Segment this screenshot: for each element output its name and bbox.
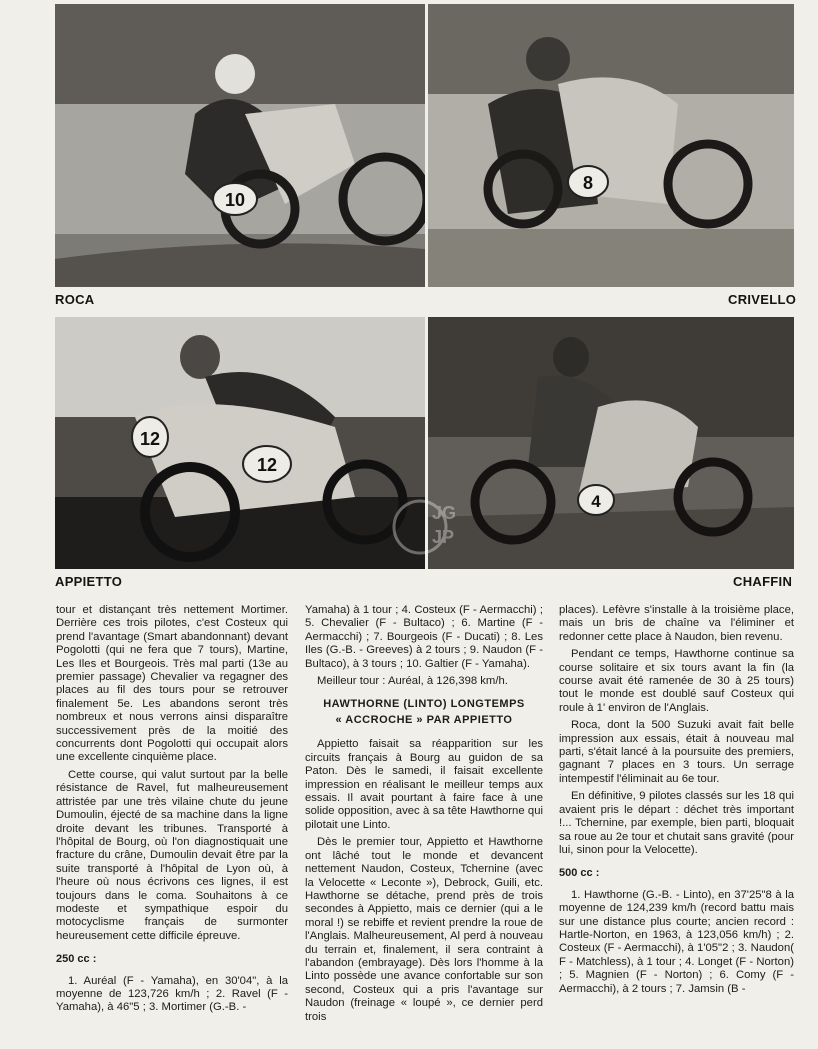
col3-paragraph-1: places). Lefèvre s'installe à la troisième place, mais un bris de chaîne va l'éliminer et redonner cette place à Naudon, bien revenu. bbox=[559, 604, 794, 643]
heading-500cc: 500 cc : bbox=[559, 867, 600, 880]
photo-chaffin-image bbox=[428, 317, 794, 569]
watermark-logo bbox=[390, 495, 470, 555]
photo-appietto bbox=[55, 317, 425, 569]
photo-appietto-image bbox=[55, 317, 425, 569]
caption-appietto: APPIETTO bbox=[55, 574, 123, 589]
col2-paragraph-1: Yamaha) à 1 tour ; 4. Costeux (F - Aermacchi) ; 5. Chevalier (F - Bultaco) ; 6. Martine (F - Aermacchi) ; 7. Bourgeois (F - Ducati) ; 8. Les Iles (G.-B. - Greeves) à 2 tours ; 9. Naudon (F - Bultaco), à 3 tours ; 10. Galtier (F - Yamaha). bbox=[305, 604, 543, 670]
headline-line-1: HAWTHORNE (LINTO) LONGTEMPS bbox=[323, 698, 525, 711]
watermark-text-2: JP bbox=[432, 527, 455, 547]
photo-roca bbox=[55, 4, 425, 287]
article-column-1 bbox=[56, 604, 288, 1019]
photo-crivello bbox=[428, 4, 794, 287]
section-headline bbox=[305, 696, 543, 728]
photo-chaffin bbox=[428, 317, 794, 569]
col2-paragraph-4: Dès le premier tour, Appietto et Hawthorne ont lâché tout le monde et devancent nettement Naudon, Costeux, Tchernine (avec la Velocette « Leconte »), Debrock, Guili, etc. Hawthorne se détache, prend près de trois secondes à Appietto, mais ce dernier (qui a le moral !) se rebiffe et revient prendre la roue de l'Anglais. Malheureusement, Al perd à nouveau du terrain et, finalement, il sera contraint à l'abandon (embrayage). Dès lors l'homme à la Linto possède une avance confortable sur son second, Costeux qui a pris l'avantage sur Naudon (freinage « loupé », ce dernier perd trois bbox=[305, 836, 543, 1023]
roca-bike-number: 10 bbox=[224, 190, 246, 210]
caption-chaffin: CHAFFIN bbox=[733, 574, 793, 589]
crivello-bike-number: 8 bbox=[582, 173, 594, 193]
chaffin-bike-number: 4 bbox=[591, 492, 601, 511]
col3-paragraph-2: Pendant ce temps, Hawthorne continue sa course solitaire et six tours avant la fin (la course avait été ramenée de 30 à 25 tours) tout le monde est doublé sauf Costeux qui roule à 1' environ de l'Anglais. bbox=[559, 648, 794, 714]
col1-paragraph-1: tour et distançant très nettement Mortimer. Derrière ces trois pilotes, c'est Costeux qui prend l'avantage (Smart abandonnant) devant Pogolotti (qui ne fera que 7 tours), Martine, Les Iles et Bourgeois. Très mal parti (13e au premier passage) Chevalier va regagner des places au fil des tours pour se retrouver finalement 5e. Les abandons seront très nombreux et nous verrons ainsi disparaître successivement près de la moitié des concurrents dont Pogolotti qui occupait alors une excellente cinquième place. bbox=[56, 604, 288, 764]
appietto-fairing-number: 12 bbox=[139, 429, 161, 449]
col1-results-250cc: 1. Auréal (F - Yamaha), en 30'04", à la moyenne de 123,726 km/h ; 2. Ravel (F - Yamaha), à 46"5 ; 3. Mortimer (G.-B. - bbox=[56, 974, 288, 1014]
headline-line-2: « ACCROCHE » PAR APPIETTO bbox=[335, 714, 513, 727]
article-column-2 bbox=[305, 604, 543, 1028]
watermark-text-1: JG bbox=[432, 503, 457, 523]
col3-results-500cc: 1. Hawthorne (G.-B. - Linto), en 37'25"8 à la moyenne de 124,239 km/h (record battu mais sur une distance plus courte; ancien record : Hartle-Norton, en 1963, à 123,056 km/h) ; 2. Costeux (F - Aermacchi), à 1'05"2 ; 3. Naudon( F - Matchless), à 1 tour ; 4. Longet (F - Norton) ; 5. Magnien (F - Norton) ; 6. Comy (F - Aermacchi), à 2 tours ; 7. Jamsin (B - bbox=[559, 888, 794, 995]
photo-roca-image bbox=[55, 4, 425, 287]
col2-best-lap: Meilleur tour : Auréal, à 126,398 km/h. bbox=[317, 675, 508, 688]
col2-paragraph-3: Appietto faisait sa réapparition sur les circuits français à Bourg au guidon de sa Paton. Dès le samedi, il faisait excellente impression en réalisant le meilleur temps aux essais. Il avait pourtant à faire face à une solide opposition, avec à sa tête Hawthorne qui pilotait une Linto. bbox=[305, 738, 543, 831]
appietto-bike-number: 12 bbox=[256, 455, 278, 475]
heading-250cc: 250 cc : bbox=[56, 953, 97, 966]
caption-crivello: CRIVELLO bbox=[728, 292, 797, 307]
photo-crivello-image bbox=[428, 4, 794, 287]
col3-paragraph-3: Roca, dont la 500 Suzuki avait fait belle impression aux essais, était à nouveau mal parti, s'était lancé à la poursuite des premiers, gagnant 7 places en 3 tours. Un serrage intempestif l'éliminait au 6e tour. bbox=[559, 719, 794, 785]
col3-paragraph-4: En définitive, 9 pilotes classés sur les 18 qui avaient pris le départ : déchet très important !... Tchernine, par exemple, bien parti, bloquait sa roue au 2e tour et chutait sans gravité (pour lui, sinon pour la Velocette). bbox=[559, 790, 794, 856]
article-column-3 bbox=[559, 604, 794, 1000]
caption-roca: ROCA bbox=[55, 292, 95, 307]
col1-paragraph-2: Cette course, qui valut surtout par la belle résistance de Ravel, fut malheureusement attristée par une très vilaine chute du jeune Dumoulin, éjecté de sa machine dans la ligne droite devant les tribunes. Transporté à l'hôpital de Bourg, où l'on diagnostiquait une fracture du crâne, Dumoulin devait être par la suite transporté à l'hôpital de Lyon où, à l'heure où nous écrivons ces lignes, il est toujours dans le coma. Souhaitons à ce modeste et sympathique espoir du motocyclisme français de surmonter heureusement cette difficile épreuve. bbox=[56, 768, 288, 942]
